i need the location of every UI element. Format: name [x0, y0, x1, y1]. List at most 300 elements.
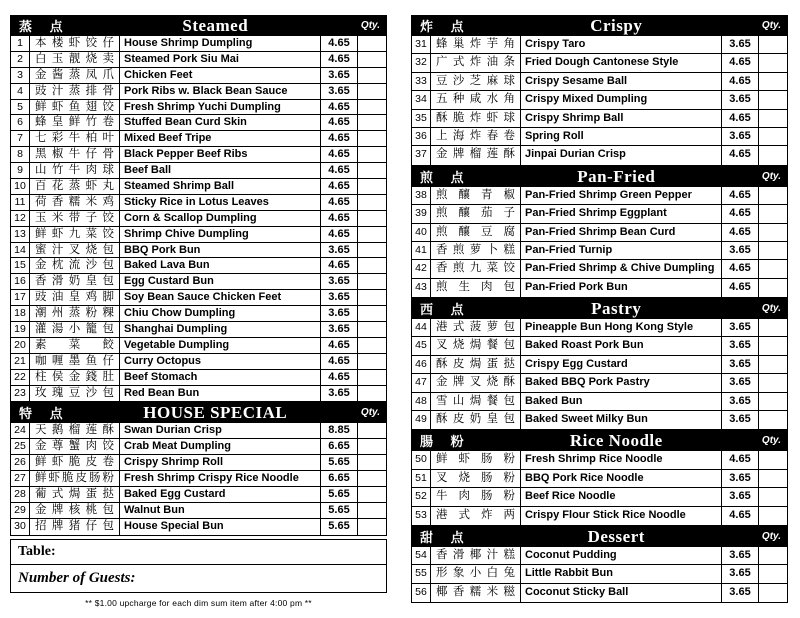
- section-title-chinese: 腸 粉: [420, 434, 471, 450]
- item-price: 4.65: [321, 211, 358, 226]
- item-name-chinese: 豉油皇鸡脚: [30, 290, 120, 305]
- item-qty-box[interactable]: [358, 338, 386, 353]
- item-name-english: Crispy Egg Custard: [521, 356, 722, 373]
- menu-item-row: [11, 386, 386, 402]
- item-number: 22: [11, 370, 30, 385]
- menu-item-row: [412, 356, 787, 374]
- item-qty-box[interactable]: [358, 306, 386, 321]
- section-title-chinese: 甜 点: [420, 529, 471, 545]
- item-name-english: Crispy Shrimp Roll: [120, 455, 321, 470]
- qty-column-label: Qty.: [761, 170, 781, 182]
- item-qty-box[interactable]: [358, 179, 386, 194]
- item-price: 5.65: [321, 455, 358, 470]
- item-name-chinese: 鲜虾九菜饺: [30, 227, 120, 242]
- item-qty-box[interactable]: [358, 68, 386, 83]
- item-name-chinese: 金酱蒸凤爪: [30, 68, 120, 83]
- item-qty-box[interactable]: [358, 274, 386, 289]
- item-price: 4.65: [321, 338, 358, 353]
- item-number: 31: [412, 36, 431, 53]
- menu-item-row: [11, 36, 386, 52]
- item-name-english: Spring Roll: [521, 128, 722, 145]
- item-name-english: Soy Bean Sauce Chicken Feet: [120, 290, 321, 305]
- item-price: 3.65: [321, 290, 358, 305]
- item-qty-box[interactable]: [358, 36, 386, 51]
- item-name-english: Coconut Sticky Ball: [521, 584, 722, 602]
- item-price: 4.65: [722, 54, 759, 71]
- item-qty-box[interactable]: [759, 187, 787, 204]
- item-number: 10: [11, 179, 30, 194]
- menu-item-row: [412, 279, 787, 297]
- item-number: 51: [412, 470, 431, 487]
- item-name-english: Steamed Shrimp Ball: [120, 179, 321, 194]
- item-number: 17: [11, 290, 30, 305]
- right-column: [411, 15, 788, 610]
- item-name-english: Baked Lava Bun: [120, 258, 321, 273]
- item-name-english: Corn & Scallop Dumpling: [120, 211, 321, 226]
- menu-item-row: [11, 84, 386, 100]
- item-number: 16: [11, 274, 30, 289]
- item-price: 6.65: [321, 471, 358, 486]
- item-number: 53: [412, 507, 431, 525]
- item-name-chinese: 鲜虾脆皮肠粉: [30, 471, 120, 486]
- item-qty-box[interactable]: [759, 411, 787, 429]
- item-qty-box[interactable]: [759, 242, 787, 259]
- item-name-english: Little Rabbit Bun: [521, 565, 722, 582]
- item-number: 6: [11, 115, 30, 130]
- item-price: 4.65: [321, 195, 358, 210]
- menu-item-row: [412, 470, 787, 488]
- item-price: 5.65: [321, 503, 358, 518]
- item-name-english: Crispy Flour Stick Rice Noodle: [521, 507, 722, 525]
- item-qty-box[interactable]: [358, 290, 386, 305]
- item-name-chinese: 香煎萝卜糕: [431, 242, 521, 259]
- item-price: 5.65: [321, 487, 358, 502]
- section-rows: [411, 451, 788, 526]
- item-name-chinese: 煎釀豆腐: [431, 224, 521, 241]
- item-name-chinese: 鲜虾肠粉: [431, 451, 521, 468]
- item-name-chinese: 天鹅榴莲酥: [30, 423, 120, 438]
- item-price: 4.65: [722, 205, 759, 222]
- item-number: 26: [11, 455, 30, 470]
- menu-item-row: [412, 374, 787, 392]
- item-price: 4.65: [722, 279, 759, 297]
- item-name-chinese: 酥脆炸虾球: [431, 110, 521, 127]
- item-price: 3.65: [321, 84, 358, 99]
- item-qty-box[interactable]: [358, 487, 386, 502]
- item-qty-box[interactable]: [358, 84, 386, 99]
- item-name-chinese: 煎生肉包: [431, 279, 521, 297]
- item-name-chinese: 招牌猪仔包: [30, 519, 120, 535]
- item-qty-box[interactable]: [759, 547, 787, 564]
- menu-item-row: [412, 507, 787, 525]
- section-title-english: Crispy: [590, 16, 643, 35]
- menu-item-row: [412, 565, 787, 583]
- item-name-chinese: 形象小白兔: [431, 565, 521, 582]
- item-price: 4.65: [321, 370, 358, 385]
- item-name-chinese: 潮州蒸粉粿: [30, 306, 120, 321]
- item-price: 3.65: [722, 91, 759, 108]
- item-qty-box[interactable]: [759, 91, 787, 108]
- section-title-english: Pan-Fried: [577, 166, 656, 186]
- menu-section: [10, 402, 387, 535]
- menu-item-row: [412, 73, 787, 91]
- menu-item-row: [11, 519, 386, 535]
- item-price: 3.65: [722, 128, 759, 145]
- item-number: 52: [412, 488, 431, 505]
- item-name-english: Pan-Fried Shrimp & Chive Dumpling: [521, 260, 722, 277]
- section-title-chinese: 特 点: [19, 406, 70, 422]
- section-title-chinese: 西 点: [420, 302, 471, 318]
- item-price: 4.65: [321, 258, 358, 273]
- item-price: 4.65: [722, 451, 759, 468]
- left-menu-sections: [10, 15, 387, 536]
- item-qty-box[interactable]: [358, 258, 386, 273]
- item-name-chinese: 豆沙芝麻球: [431, 73, 521, 90]
- guests-label: Number of Guests:: [18, 569, 136, 586]
- item-name-chinese: 豉汁蒸排骨: [30, 84, 120, 99]
- menu-item-row: [412, 584, 787, 602]
- item-price: 3.65: [321, 386, 358, 402]
- item-qty-box[interactable]: [358, 115, 386, 130]
- item-name-chinese: 叉烧肠粉: [431, 470, 521, 487]
- item-number: 50: [412, 451, 431, 468]
- item-qty-box[interactable]: [759, 128, 787, 145]
- item-number: 18: [11, 306, 30, 321]
- item-number: 54: [412, 547, 431, 564]
- item-name-english: Fried Dough Cantonese Style: [521, 54, 722, 71]
- item-qty-box[interactable]: [759, 584, 787, 602]
- menu-item-row: [11, 147, 386, 163]
- item-qty-box[interactable]: [358, 147, 386, 162]
- item-qty-box[interactable]: [759, 337, 787, 354]
- item-number: 39: [412, 205, 431, 222]
- item-number: 7: [11, 131, 30, 146]
- item-name-english: Steamed Pork Siu Mai: [120, 52, 321, 67]
- item-name-english: Pan-Fried Shrimp Eggplant: [521, 205, 722, 222]
- item-name-chinese: 煎釀青椒: [431, 187, 521, 204]
- item-name-english: Crispy Mixed Dumpling: [521, 91, 722, 108]
- item-qty-box[interactable]: [759, 470, 787, 487]
- item-price: 3.65: [722, 374, 759, 391]
- item-name-chinese: 酥皮焗蛋挞: [431, 356, 521, 373]
- item-name-chinese: 灌湯小籠包: [30, 322, 120, 337]
- item-name-chinese: 香煎九菜饺: [431, 260, 521, 277]
- menu-item-row: [412, 451, 787, 469]
- item-number: 8: [11, 147, 30, 162]
- item-name-chinese: 金牌榴莲酥: [431, 146, 521, 164]
- menu-item-row: [412, 242, 787, 260]
- item-price: 3.65: [722, 411, 759, 429]
- qty-column-label: Qty.: [761, 303, 781, 315]
- menu-item-row: [412, 337, 787, 355]
- item-qty-box[interactable]: [759, 73, 787, 90]
- section-header: [411, 526, 788, 547]
- item-price: 4.65: [722, 73, 759, 90]
- menu-item-row: [11, 115, 386, 131]
- item-price: 3.65: [321, 322, 358, 337]
- item-name-chinese: 广式炸油条: [431, 54, 521, 71]
- item-qty-box[interactable]: [759, 565, 787, 582]
- item-price: 4.65: [722, 507, 759, 525]
- item-name-english: Beef Rice Noodle: [521, 488, 722, 505]
- item-number: 41: [412, 242, 431, 259]
- menu-item-row: [412, 319, 787, 337]
- qty-column-label: Qty.: [360, 20, 380, 31]
- item-name-english: Black Pepper Beef Ribs: [120, 147, 321, 162]
- menu-item-row: [11, 290, 386, 306]
- item-qty-box[interactable]: [759, 279, 787, 297]
- item-qty-box[interactable]: [358, 100, 386, 115]
- menu-section: [411, 298, 788, 430]
- menu-item-row: [11, 487, 386, 503]
- table-label: Table:: [18, 543, 56, 559]
- item-name-english: Stuffed Bean Curd Skin: [120, 115, 321, 130]
- menu-item-row: [412, 187, 787, 205]
- menu-item-row: [11, 227, 386, 243]
- item-price: 4.65: [722, 224, 759, 241]
- menu-item-row: [412, 36, 787, 54]
- qty-column-label: Qty.: [761, 530, 781, 542]
- item-name-chinese: 柱侯金錢肚: [30, 370, 120, 385]
- item-name-english: Baked Roast Pork Bun: [521, 337, 722, 354]
- item-price: 4.65: [321, 131, 358, 146]
- menu-item-row: [11, 471, 386, 487]
- item-name-english: Coconut Pudding: [521, 547, 722, 564]
- item-number: 9: [11, 163, 30, 178]
- menu-item-row: [11, 439, 386, 455]
- item-name-english: House Special Bun: [120, 519, 321, 535]
- item-qty-box[interactable]: [759, 393, 787, 410]
- item-name-chinese: 金牌核桃包: [30, 503, 120, 518]
- section-rows: [10, 36, 387, 402]
- item-name-chinese: 港式炸两: [431, 507, 521, 525]
- item-name-chinese: 蜂巢炸芋角: [431, 36, 521, 53]
- item-name-english: Baked BBQ Pork Pastry: [521, 374, 722, 391]
- item-qty-box[interactable]: [759, 224, 787, 241]
- item-price: 4.65: [722, 110, 759, 127]
- item-number: 55: [412, 565, 431, 582]
- item-qty-box[interactable]: [358, 519, 386, 535]
- item-number: 46: [412, 356, 431, 373]
- item-price: 4.65: [321, 179, 358, 194]
- item-number: 56: [412, 584, 431, 602]
- item-name-english: Shanghai Dumpling: [120, 322, 321, 337]
- item-name-english: Walnut Bun: [120, 503, 321, 518]
- menu-item-row: [412, 128, 787, 146]
- item-name-english: Crab Meat Dumpling: [120, 439, 321, 454]
- item-qty-box[interactable]: [358, 322, 386, 337]
- item-name-chinese: 金牌叉烧酥: [431, 374, 521, 391]
- menu-item-row: [11, 274, 386, 290]
- right-menu-sections: [411, 15, 788, 603]
- item-qty-box[interactable]: [759, 451, 787, 468]
- menu-item-row: [11, 503, 386, 519]
- item-price: 4.65: [321, 354, 358, 369]
- menu-section: [411, 526, 788, 603]
- table-number-row: [10, 539, 387, 565]
- item-name-chinese: 五种咸水角: [431, 91, 521, 108]
- section-rows: [411, 36, 788, 166]
- section-rows: [10, 423, 387, 535]
- item-qty-box[interactable]: [759, 319, 787, 336]
- item-name-english: Chicken Feet: [120, 68, 321, 83]
- item-qty-box[interactable]: [759, 54, 787, 71]
- menu-item-row: [11, 211, 386, 227]
- qty-column-label: Qty.: [761, 435, 781, 447]
- guests-input-area[interactable]: [136, 565, 379, 592]
- item-qty-box[interactable]: [358, 195, 386, 210]
- item-name-english: Beef Ball: [120, 163, 321, 178]
- item-name-english: Fresh Shrimp Crispy Rice Noodle: [120, 471, 321, 486]
- item-qty-box[interactable]: [358, 386, 386, 402]
- item-number: 30: [11, 519, 30, 535]
- item-name-chinese: 椰香糯米糍: [431, 584, 521, 602]
- item-number: 40: [412, 224, 431, 241]
- item-price: 4.65: [321, 52, 358, 67]
- menu-item-row: [412, 260, 787, 278]
- section-title-chinese: 炸 点: [420, 19, 471, 34]
- item-qty-box[interactable]: [759, 146, 787, 164]
- item-name-english: Swan Durian Crisp: [120, 423, 321, 438]
- menu-item-row: [412, 205, 787, 223]
- item-price: 3.65: [722, 584, 759, 602]
- item-qty-box[interactable]: [358, 163, 386, 178]
- item-price: 4.65: [722, 260, 759, 277]
- item-name-english: Fresh Shrimp Yuchi Dumpling: [120, 100, 321, 115]
- section-rows: [411, 319, 788, 430]
- menu-section: [411, 15, 788, 166]
- item-name-chinese: 酥皮奶皇包: [431, 411, 521, 429]
- menu-item-row: [412, 488, 787, 506]
- item-number: 35: [412, 110, 431, 127]
- section-header: [10, 402, 387, 423]
- item-number: 21: [11, 354, 30, 369]
- item-name-english: Baked Egg Custard: [120, 487, 321, 502]
- item-qty-box[interactable]: [759, 36, 787, 53]
- menu-item-row: [412, 393, 787, 411]
- menu-item-row: [11, 455, 386, 471]
- item-number: 27: [11, 471, 30, 486]
- item-name-chinese: 黑椒牛仔骨: [30, 147, 120, 162]
- item-qty-box[interactable]: [358, 423, 386, 438]
- item-qty-box[interactable]: [759, 205, 787, 222]
- qty-column-label: Qty.: [360, 407, 380, 419]
- item-qty-box[interactable]: [759, 356, 787, 373]
- item-number: 33: [412, 73, 431, 90]
- item-price: 3.65: [722, 319, 759, 336]
- item-name-english: Baked Bun: [521, 393, 722, 410]
- item-qty-box[interactable]: [759, 488, 787, 505]
- item-name-english: Vegetable Dumpling: [120, 338, 321, 353]
- item-qty-box[interactable]: [358, 243, 386, 258]
- item-qty-box[interactable]: [358, 455, 386, 470]
- item-name-english: Sticky Rice in Lotus Leaves: [120, 195, 321, 210]
- item-qty-box[interactable]: [358, 131, 386, 146]
- section-header: [10, 15, 387, 36]
- item-qty-box[interactable]: [759, 110, 787, 127]
- menu-item-row: [11, 179, 386, 195]
- item-name-chinese: 荷香糯米鸡: [30, 195, 120, 210]
- menu-section: [411, 166, 788, 298]
- item-qty-box[interactable]: [358, 503, 386, 518]
- item-name-english: Pineapple Bun Hong Kong Style: [521, 319, 722, 336]
- item-name-english: Fresh Shrimp Rice Noodle: [521, 451, 722, 468]
- section-header: [411, 166, 788, 187]
- item-name-chinese: 百花蒸虾丸: [30, 179, 120, 194]
- menu-item-row: [11, 354, 386, 370]
- item-name-chinese: 上海炸春卷: [431, 128, 521, 145]
- item-price: 3.65: [321, 274, 358, 289]
- item-price: 4.65: [722, 146, 759, 164]
- item-price: 5.65: [321, 519, 358, 535]
- menu-item-row: [11, 338, 386, 354]
- item-price: 4.65: [321, 227, 358, 242]
- menu-item-row: [412, 91, 787, 109]
- item-qty-box[interactable]: [759, 260, 787, 277]
- item-number: 2: [11, 52, 30, 67]
- section-rows: [411, 547, 788, 603]
- item-qty-box[interactable]: [358, 471, 386, 486]
- menu-item-row: [11, 258, 386, 274]
- item-number: 37: [412, 146, 431, 164]
- item-name-chinese: 葡式焗蛋挞: [30, 487, 120, 502]
- item-number: 12: [11, 211, 30, 226]
- item-name-english: BBQ Pork Rice Noodle: [521, 470, 722, 487]
- item-name-chinese: 牛肉肠粉: [431, 488, 521, 505]
- item-number: 48: [412, 393, 431, 410]
- menu-section: [411, 430, 788, 526]
- item-name-chinese: 咖喱墨鱼仔: [30, 354, 120, 369]
- menu-section: [10, 15, 387, 402]
- item-qty-box[interactable]: [358, 370, 386, 385]
- item-number: 49: [412, 411, 431, 429]
- section-title-chinese: 蒸 点: [19, 19, 70, 34]
- item-name-chinese: 玉米带子饺: [30, 211, 120, 226]
- item-number: 36: [412, 128, 431, 145]
- item-name-english: Red Bean Bun: [120, 386, 321, 402]
- item-name-chinese: 玫瑰豆沙包: [30, 386, 120, 402]
- section-header: [411, 298, 788, 319]
- item-name-chinese: 白玉靓烧卖: [30, 52, 120, 67]
- item-name-english: Crispy Shrimp Ball: [521, 110, 722, 127]
- menu-item-row: [11, 243, 386, 259]
- item-name-chinese: 叉烧焗餐包: [431, 337, 521, 354]
- item-qty-box[interactable]: [759, 507, 787, 525]
- item-name-chinese: 香滑奶皇包: [30, 274, 120, 289]
- section-header: [411, 15, 788, 36]
- item-price: 8.85: [321, 423, 358, 438]
- item-qty-box[interactable]: [358, 227, 386, 242]
- item-name-chinese: 鲜虾脆皮卷: [30, 455, 120, 470]
- item-name-english: Crispy Taro: [521, 36, 722, 53]
- item-qty-box[interactable]: [759, 374, 787, 391]
- section-title-chinese: 煎 点: [420, 169, 471, 185]
- item-price: 4.65: [321, 36, 358, 51]
- item-qty-box[interactable]: [358, 211, 386, 226]
- item-qty-box[interactable]: [358, 439, 386, 454]
- item-name-chinese: 山竹牛肉球: [30, 163, 120, 178]
- upcharge-footnote: ** $1.00 upcharge for each dim sum item after 4:00 pm **: [85, 597, 312, 608]
- section-title-english: Rice Noodle: [569, 431, 663, 451]
- menu-item-row: [11, 423, 386, 439]
- item-price: 4.65: [321, 163, 358, 178]
- item-qty-box[interactable]: [358, 52, 386, 67]
- item-price: 3.65: [722, 565, 759, 582]
- item-price: 4.65: [321, 147, 358, 162]
- item-qty-box[interactable]: [358, 354, 386, 369]
- table-number-input-area[interactable]: [56, 540, 379, 564]
- menu-item-row: [412, 54, 787, 72]
